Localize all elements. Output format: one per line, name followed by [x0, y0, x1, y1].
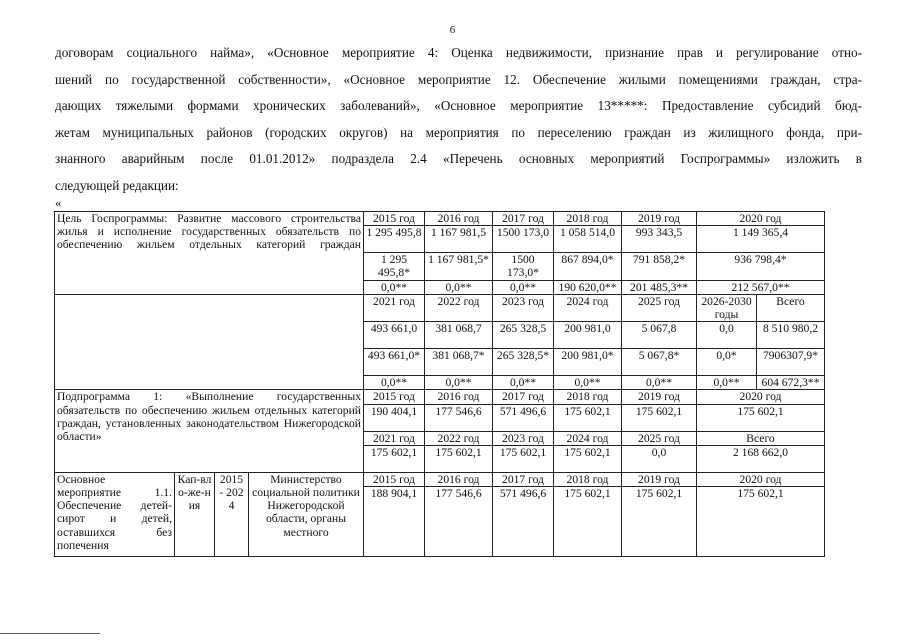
goal-label-continuation [55, 294, 364, 390]
year-cell: 2025 год [622, 294, 697, 321]
value-cell: 0,0** [364, 280, 425, 294]
value-cell: 0,0 [697, 322, 757, 349]
value-cell: 381 068,7 [425, 322, 493, 349]
footnote-separator [0, 633, 100, 634]
paragraph-line: дающих тяжелыми формами хронических заболеваний», «Основное мероприятие 13*****: Предоставление субсидий бюд- [55, 98, 862, 114]
year-cell: 2021 год [364, 431, 425, 445]
measure-executor: Министерство социальной политики Нижегородской области, органы местного [249, 472, 364, 556]
value-cell: 200 981,0 [554, 322, 622, 349]
value-cell: 1 058 514,0 [554, 226, 622, 253]
value-cell: 175 602,1 [554, 404, 622, 431]
measure-years-row [55, 472, 825, 486]
year-cell: 2024 год [554, 431, 622, 445]
value-cell: 265 328,5* [493, 349, 554, 376]
value-cell: 0,0** [554, 376, 622, 390]
intro-paragraph [55, 40, 862, 200]
value-cell: 201 485,3** [622, 280, 697, 294]
value-cell: 381 068,7* [425, 349, 493, 376]
year-cell: 2015 год [364, 212, 425, 226]
value-cell: 1 149 365,4 [697, 226, 825, 253]
paragraph-line: следующей редакции: [55, 177, 179, 193]
value-cell: 175 602,1 [697, 404, 825, 431]
value-cell: 175 602,1 [364, 445, 425, 472]
value-cell: 791 858,2* [622, 253, 697, 280]
year-cell: 2018 год [554, 472, 622, 486]
value-cell: 0,0** [364, 376, 425, 390]
value-cell: 188 904,1 [364, 487, 425, 557]
measures-table [54, 211, 825, 557]
measure-name: Основное мероприятие 1.1. Обеспечение детей-сирот и детей, оставшихся без попечения [55, 472, 175, 556]
value-cell: 200 981,0* [554, 349, 622, 376]
value-cell: 0,0** [425, 280, 493, 294]
year-cell: 2020 год [697, 390, 825, 404]
value-cell: 177 546,6 [425, 487, 493, 557]
year-cell: 2016 год [425, 212, 493, 226]
value-cell: 571 496,6 [493, 487, 554, 557]
value-cell: 175 602,1 [622, 487, 697, 557]
year-cell: 2017 год [493, 212, 554, 226]
year-cell: 2024 год [554, 294, 622, 321]
year-cell: 2017 год [493, 472, 554, 486]
value-cell: 993 343,5 [622, 226, 697, 253]
value-cell: 1500 173,0* [493, 253, 554, 280]
value-cell: 571 496,6 [493, 404, 554, 431]
value-cell: 212 567,0** [697, 280, 825, 294]
value-cell: 0,0** [697, 376, 757, 390]
year-cell: 2022 год [425, 294, 493, 321]
year-cell: 2015 год [364, 390, 425, 404]
sub-years-row-a [55, 390, 825, 404]
year-cell: 2022 год [425, 431, 493, 445]
value-cell: 190 404,1 [364, 404, 425, 431]
year-cell: 2015 год [364, 472, 425, 486]
value-cell: 177 546,6 [425, 404, 493, 431]
value-cell: 0,0** [493, 280, 554, 294]
value-cell: 1 167 981,5 [425, 226, 493, 253]
value-cell: 5 067,8* [622, 349, 697, 376]
value-cell: 5 067,8 [622, 322, 697, 349]
value-cell: 8 510 980,2 [757, 322, 825, 349]
opening-quote: « [55, 195, 62, 210]
year-cell: 2017 год [493, 390, 554, 404]
year-cell: 2016 год [425, 390, 493, 404]
year-cell: Всего [757, 294, 825, 321]
value-cell: 0,0* [697, 349, 757, 376]
value-cell: 493 661,0* [364, 349, 425, 376]
page-number: 6 [449, 24, 456, 36]
value-cell: 175 602,1 [697, 487, 825, 557]
value-cell: 604 672,3** [757, 376, 825, 390]
year-cell: 2019 год [622, 212, 697, 226]
value-cell: 0,0 [622, 445, 697, 472]
paragraph-line: знанного аварийным после 01.01.2012» подраздела 2.4 «Перечень основных мероприятий Госпрограммы» изложить в [55, 151, 862, 167]
year-cell: 2026-2030 годы [697, 294, 757, 321]
goal-years-row-b [55, 294, 825, 321]
year-cell: 2020 год [697, 212, 825, 226]
year-cell: 2020 год [697, 472, 825, 486]
year-cell: 2021 год [364, 294, 425, 321]
value-cell: 0,0** [622, 376, 697, 390]
paragraph-line: договорам социального найма», «Основное мероприятие 4: Оценка недвижимости, признание прав и регулирование отно- [55, 45, 862, 60]
year-cell: 2025 год [622, 431, 697, 445]
year-cell: 2018 год [554, 390, 622, 404]
value-cell: 265 328,5 [493, 322, 554, 349]
value-cell: 175 602,1 [493, 445, 554, 472]
value-cell: 175 602,1 [622, 404, 697, 431]
measure-category: Кап-вло-же-ния [175, 472, 215, 556]
value-cell: 493 661,0 [364, 322, 425, 349]
paragraph-line: жетам муниципальных районов (городских округов) на мероприятия по переселению граждан из жилищного фонда, при- [55, 124, 862, 140]
value-cell: 936 798,4* [697, 253, 825, 280]
year-cell: 2018 год [554, 212, 622, 226]
value-cell: 867 894,0* [554, 253, 622, 280]
year-cell: 2016 год [425, 472, 493, 486]
value-cell: 1500 173,0 [493, 226, 554, 253]
year-cell: Всего [697, 431, 825, 445]
value-cell: 0,0** [493, 376, 554, 390]
value-cell: 175 602,1 [554, 487, 622, 557]
year-cell: 2019 год [622, 472, 697, 486]
value-cell: 175 602,1 [554, 445, 622, 472]
paragraph-line: шений по государственной собственности», «Основное мероприятие 12. Обеспечение жилыми помещениями граждан, стра- [55, 71, 862, 87]
goal-label: Цель Госпрограммы: Развитие массового строительства жилья и исполнение государственных обязательств по обеспечению жильем отдельных категорий граждан [55, 212, 364, 295]
value-cell: 1 167 981,5* [425, 253, 493, 280]
value-cell: 1 295 495,8* [364, 253, 425, 280]
subprogram-label: Подпрограмма 1: «Выполнение государственных обязательств по обеспечению жильем отдельных категорий граждан, установленных законодательством Нижегородской области» [55, 390, 364, 472]
value-cell: 1 295 495,8 [364, 226, 425, 253]
year-cell: 2023 год [493, 294, 554, 321]
value-cell: 7906307,9* [757, 349, 825, 376]
year-cell: 2023 год [493, 431, 554, 445]
value-cell: 175 602,1 [425, 445, 493, 472]
year-cell: 2019 год [622, 390, 697, 404]
value-cell: 190 620,0** [554, 280, 622, 294]
goal-years-row-a [55, 212, 825, 226]
value-cell: 0,0** [425, 376, 493, 390]
measure-period: 2015 - 2024 [215, 472, 249, 556]
value-cell: 2 168 662,0 [697, 445, 825, 472]
